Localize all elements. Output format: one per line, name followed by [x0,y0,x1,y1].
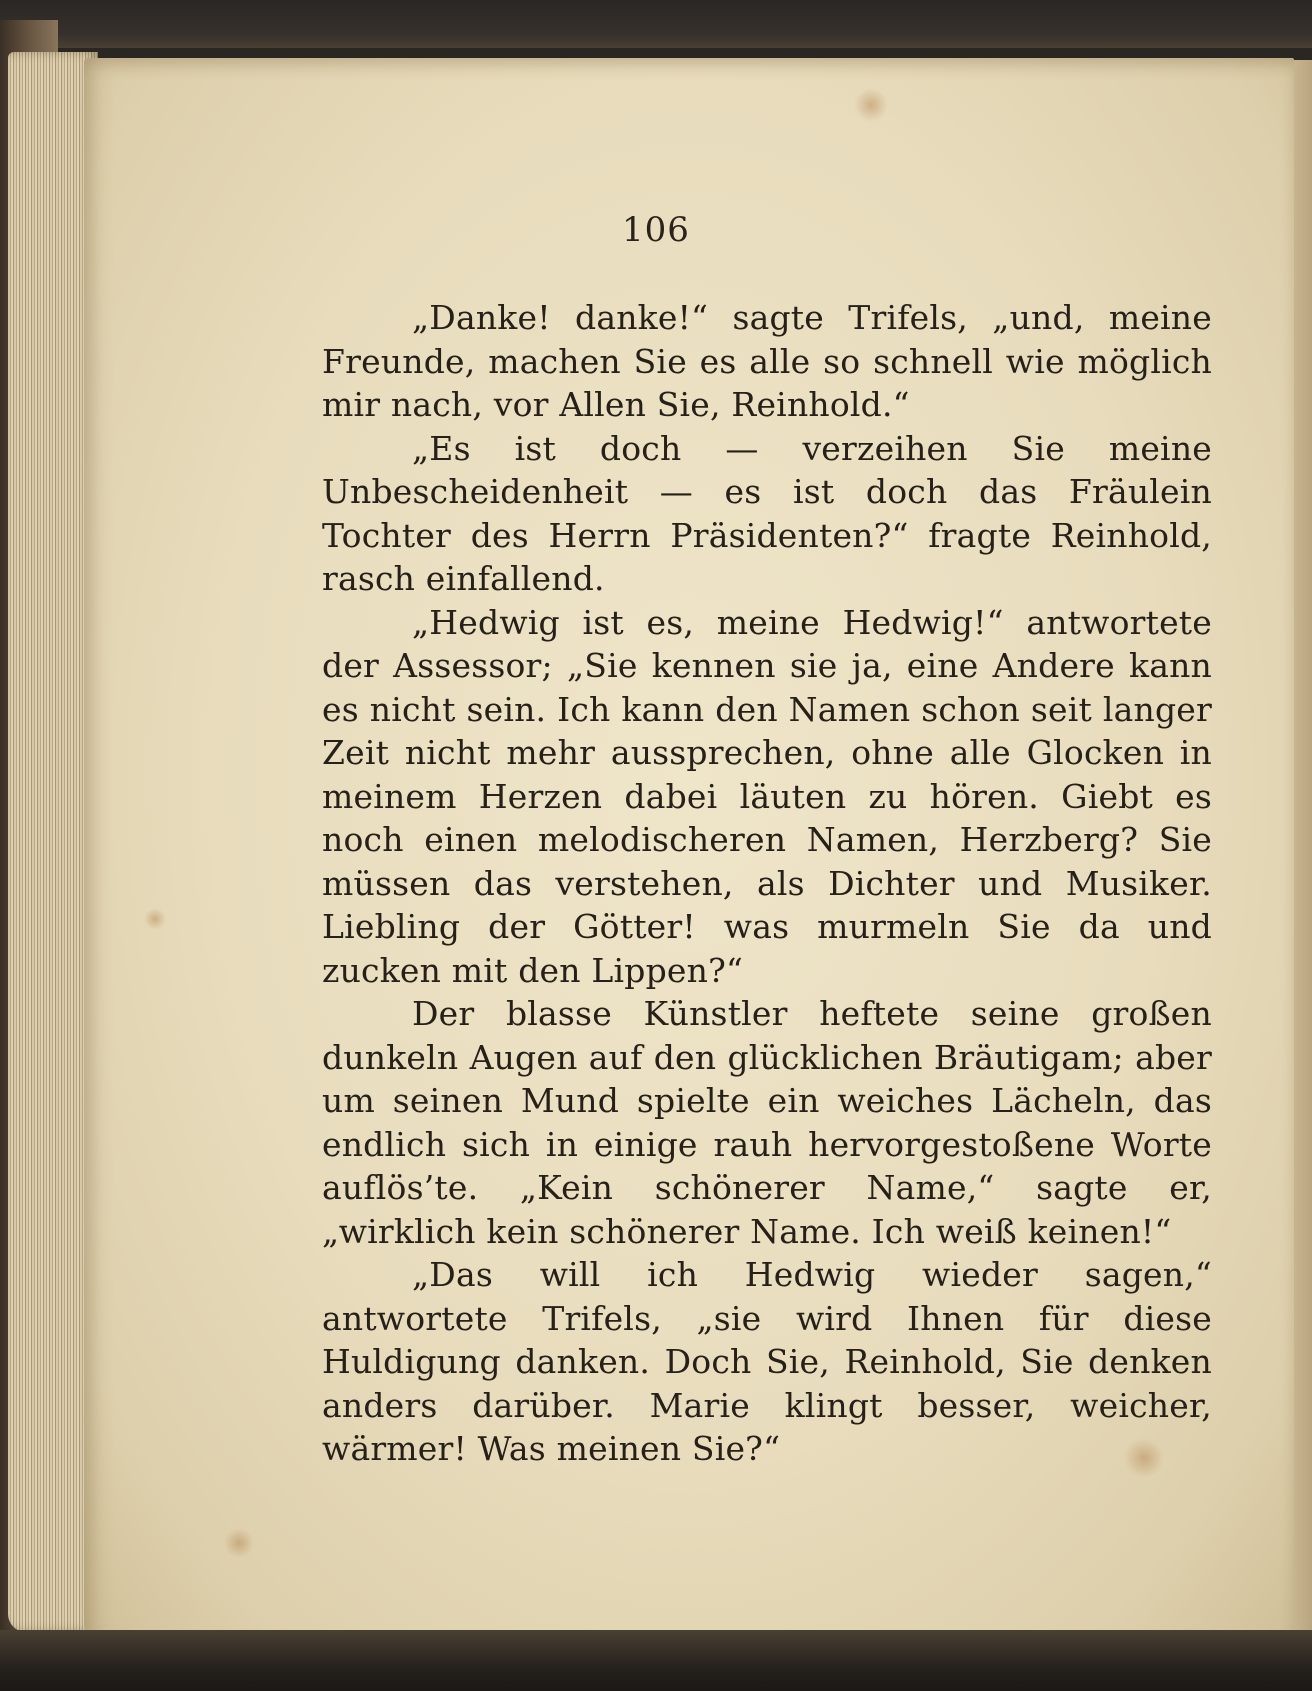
paragraph: „Danke! danke!“ sagte Trifels, „und, meine Freunde, machen Sie es alle so schnell wie möglich mir nach, vor Allen Sie, Reinhold.“ [322,298,1212,424]
foxing-spot [144,908,166,930]
book-cover-bottom [0,1630,1312,1691]
paragraph: „Es ist doch — verzeihen Sie meine Unbescheidenheit — es ist doch das Fräulein Tochter des Herrn Präsidenten?“ fragte Reinhold, rasch einfallend. [322,428,1212,598]
foxing-spot [224,1528,254,1558]
page-number: 106 [622,210,690,250]
paragraph: Der blasse Künstler heftete seine großen dunkeln Augen auf den glücklichen Bräutigam; aber um seinen Mund spielte ein weiches Lächeln, das endlich sich in einige rauh hervorgestoßene Worte auflös’te. „Kein schönerer Name,“ sagte er, „wirklich kein schönerer Name. Ich weiß keinen!“ [322,994,1212,1251]
foxing-spot [854,88,888,122]
paragraph: „Hedwig ist es, meine Hedwig!“ antwortete der Assessor; „Sie kennen sie ja, eine Andere kann es nicht sein. Ich kann den Namen schon seit langer Zeit nicht mehr aussprechen, ohne alle Glocken in meinem Herzen dabei läuten zu hören. Giebt es noch einen melodischeren Namen, Herzberg? Sie müssen das verstehen, als Dichter und Musiker. Liebling der Götter! was murmeln Sie da und zucken mit den Lippen?“ [322,602,1212,990]
book-cover-top [0,0,1312,48]
body-text [322,296,1212,1471]
paragraph: „Das will ich Hedwig wieder sagen,“ antwortete Trifels, „sie wird Ihnen für diese Huldigung danken. Doch Sie, Reinhold, Sie denken anders darüber. Marie klingt besser, weicher, wärmer! Was meinen Sie?“ [322,1255,1212,1468]
